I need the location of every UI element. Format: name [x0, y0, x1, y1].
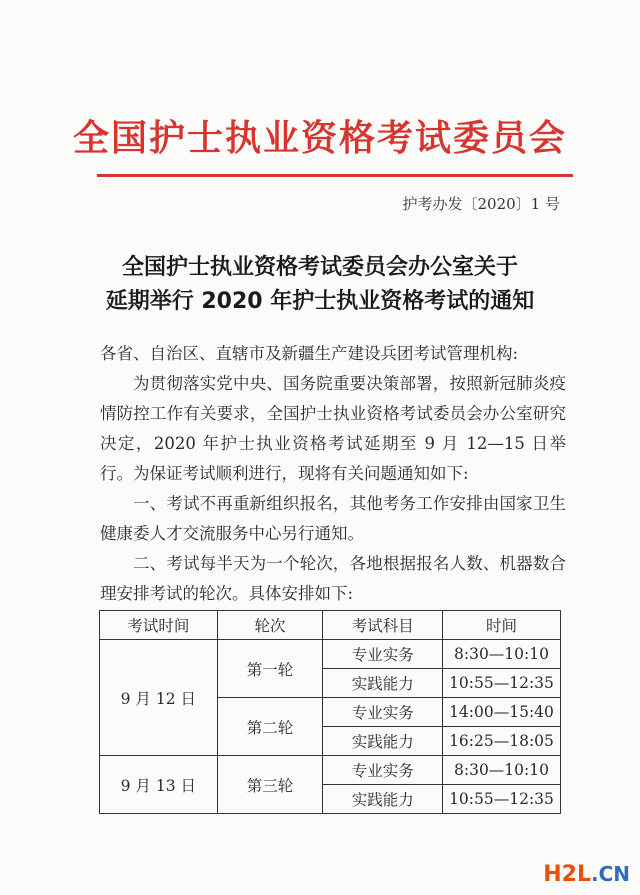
table-row — [100, 640, 561, 669]
header-exam-date: 考试时间 — [100, 611, 218, 640]
document-number: 护考办发〔2020〕1 号 — [402, 195, 560, 213]
header-subject: 考试科目 — [323, 611, 443, 640]
notice-title-line-1: 全国护士执业资格考试委员会办公室关于 — [121, 255, 518, 280]
site-watermark — [543, 862, 630, 887]
paragraph-2: 一、考试不再重新组织报名，其他考务工作安排由国家卫生健康委人才交流服务中心另行通知。 — [100, 494, 566, 543]
header-time: 时间 — [442, 611, 560, 640]
date-cell: 9 月 12 日 — [100, 640, 218, 756]
subject-cell: 专业实务 — [323, 640, 443, 669]
salutation: 各省、自治区、直辖市及新疆生产建设兵团考试管理机构: — [100, 344, 519, 363]
round-cell: 第三轮 — [217, 756, 323, 814]
round-cell: 第一轮 — [217, 640, 323, 698]
time-cell: 8:30—10:10 — [442, 756, 560, 785]
exam-schedule-table — [99, 610, 561, 814]
watermark-suffix: .CN — [590, 862, 630, 886]
subject-cell: 专业实务 — [323, 756, 443, 785]
table-row — [100, 756, 561, 785]
subject-cell: 实践能力 — [323, 785, 443, 814]
paragraph-1: 为贯彻落实党中央、国务院重要决策部署，按照新冠肺炎疫情防控工作有关要求，全国护士执业资格考试委员会办公室研究决定，2020 年护士执业资格考试延期至 9 月 12—15 日举行。为保证考试顺利进行，现将有关问题通知如下: — [100, 374, 566, 483]
paragraph-3: 二、考试每半天为一个轮次，各地根据报名人数、机器数合理安排考试的轮次。具体安排如下: — [100, 554, 566, 603]
header-round: 轮次 — [217, 611, 323, 640]
round-cell: 第二轮 — [217, 698, 323, 756]
time-cell: 14:00—15:40 — [442, 698, 560, 727]
table-header-row — [100, 611, 561, 640]
time-cell: 10:55—12:35 — [442, 785, 560, 814]
notice-title-line-2: 延期举行 2020 年护士执业资格考试的通知 — [105, 289, 535, 314]
time-cell: 16:25—18:05 — [442, 727, 560, 756]
watermark-main: H2L — [543, 862, 591, 887]
subject-cell: 实践能力 — [323, 727, 443, 756]
time-cell: 8:30—10:10 — [442, 640, 560, 669]
subject-cell: 实践能力 — [323, 669, 443, 698]
time-cell: 10:55—12:35 — [442, 669, 560, 698]
red-divider-line — [97, 174, 573, 177]
date-cell: 9 月 13 日 — [100, 756, 218, 814]
org-title: 全国护士执业资格考试委员会 — [72, 118, 567, 159]
subject-cell: 专业实务 — [323, 698, 443, 727]
